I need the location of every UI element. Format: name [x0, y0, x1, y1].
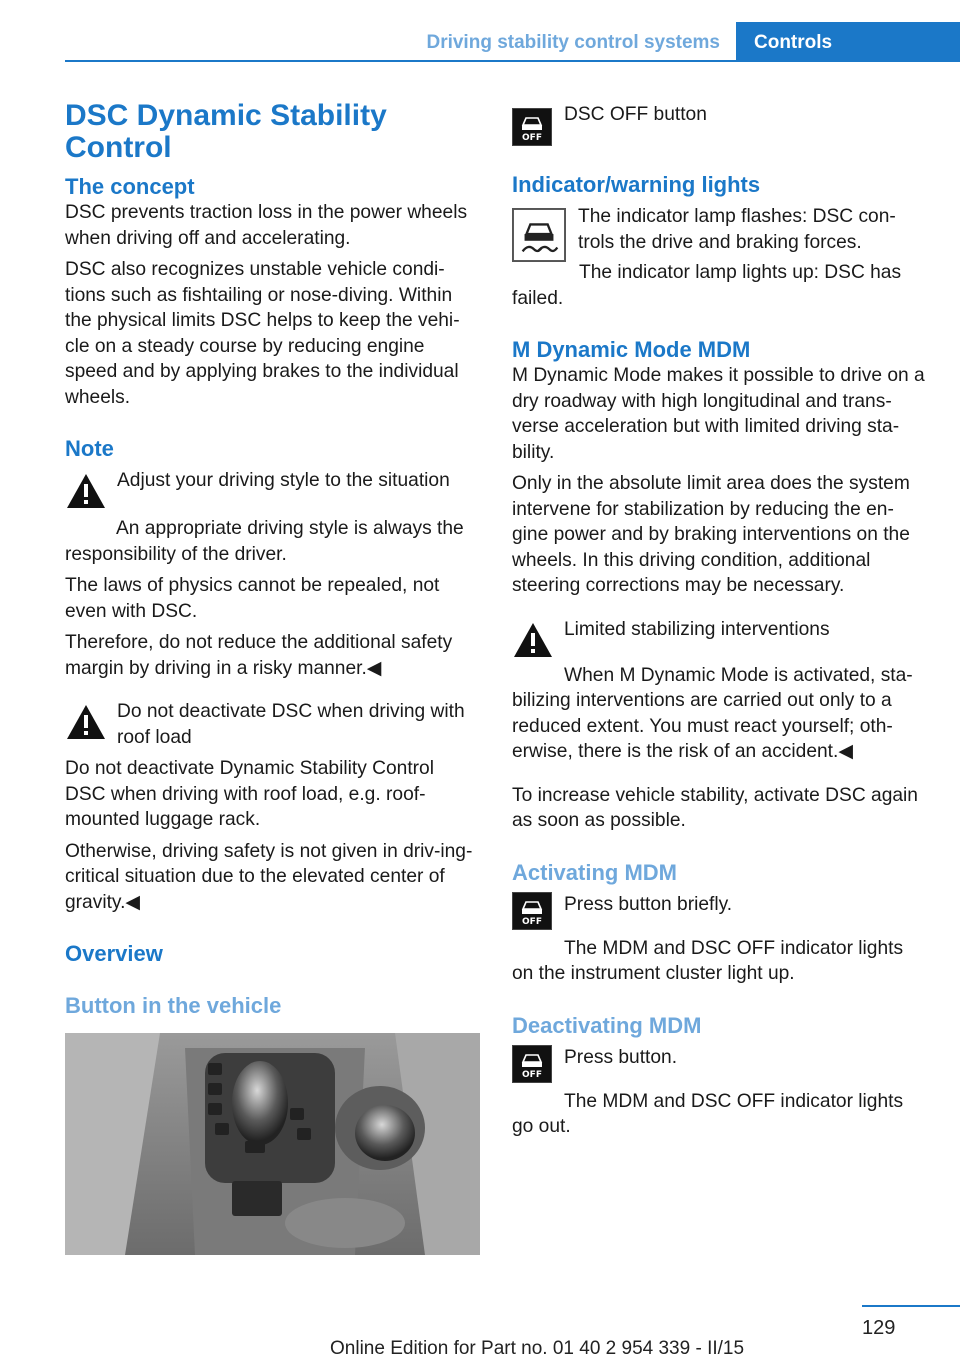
- warning-3-paragraph-1: When M Dynamic Mode is activated, sta‐bilizing interventions are carried out only to a reduced extent. You must react yourself; oth‐erwise, there is the risk of an accident.◀: [512, 664, 913, 762]
- warning-triangle-icon: [65, 472, 107, 510]
- mdm-heading: M Dynamic Mode MDM: [512, 337, 751, 362]
- indicator-row: [512, 204, 928, 262]
- warning-note-3: [512, 617, 928, 659]
- deactivate-row: [512, 1045, 928, 1083]
- header-section-title: Driving stability control systems: [426, 32, 720, 53]
- header-tab-controls: Controls: [736, 22, 960, 62]
- activate-paragraph-2: The MDM and DSC OFF indicator lights on the instrument cluster light up.: [512, 937, 904, 984]
- warning-1-title: Adjust your driving style to the situation: [117, 470, 450, 491]
- overview-heading: Overview: [65, 941, 163, 966]
- dsc-off-button-icon: [512, 892, 552, 930]
- concept-paragraph-2: DSC also recognizes unstable vehicle condi‐tions such as fishtailing or nose-diving. Within the physical limits DSC helps to keep the vehi‐cle on a steady course by reducing engine speed and by applying brakes to the individual wheels.: [65, 259, 460, 408]
- off-label: OFF: [522, 1069, 542, 1080]
- dsc-off-button-icon: [512, 1045, 552, 1083]
- warning-1-paragraph-2: The laws of physics cannot be repealed, not even with DSC.: [65, 575, 440, 622]
- activating-mdm-heading: Activating MDM: [512, 859, 677, 885]
- dsc-off-button-row: [512, 100, 928, 146]
- mdm-paragraph-3: To increase vehicle stability, activate DSC again as soon as possible.: [512, 784, 918, 831]
- off-label: OFF: [522, 133, 542, 143]
- activate-paragraph-1: Press button briefly.: [564, 893, 733, 915]
- warning-3-title: Limited stabilizing interventions: [564, 618, 830, 640]
- deactivate-paragraph-1: Press button.: [564, 1046, 678, 1068]
- indicator-heading: Indicator/warning lights: [512, 172, 761, 197]
- concept-heading: The concept: [65, 174, 195, 199]
- deactivate-paragraph-2: The MDM and DSC OFF indicator lights go out.: [512, 1090, 904, 1137]
- off-label: OFF: [522, 916, 542, 927]
- page-title: DSC Dynamic Stability Control: [65, 99, 387, 164]
- note-heading: Note: [65, 436, 114, 461]
- mdm-paragraph-2: Only in the absolute limit area does the system intervene for stabilization by reducing the en‐gine power and by braking interventions on the wheels. In this driving condition, additional steering corrections may be necessary.: [512, 473, 910, 596]
- dsc-indicator-icon: [512, 208, 566, 262]
- left-column: [65, 100, 478, 1260]
- mdm-paragraph-1: M Dynamic Mode makes it possible to drive on a dry roadway with high longitudinal and trans‐verse acceleration but with limited driving sta‐bility.: [512, 365, 925, 463]
- center-console-photo: [65, 1033, 480, 1255]
- indicator-paragraph-1: The indicator lamp flashes: DSC con‐trols the drive and braking forces.: [578, 206, 896, 253]
- footer-edition: Online Edition for Part no. 01 40 2 954 339 - II/15: [330, 1338, 745, 1359]
- page-number: 129: [862, 1317, 896, 1339]
- button-in-vehicle-heading: Button in the vehicle: [65, 993, 282, 1018]
- deactivating-mdm-heading: Deactivating MDM: [512, 1012, 702, 1038]
- warning-triangle-icon: [512, 621, 554, 659]
- dsc-off-button-label: DSC OFF button: [564, 104, 707, 125]
- warning-1-paragraph-1: An appropriate driving style is always the responsibility of the driver.: [65, 518, 464, 565]
- header-rule: [65, 60, 960, 62]
- warning-1-paragraph-3: Therefore, do not reduce the additional safety margin by driving in a risky manner.◀: [65, 632, 453, 679]
- footer-rule: [862, 1305, 960, 1307]
- warning-note-1: [65, 468, 478, 510]
- indicator-paragraph-2: The indicator lamp lights up: DSC has failed.: [512, 262, 902, 309]
- warning-2-paragraph-2: Otherwise, driving safety is not given in driv‐ing-critical situation due to the elevated center of gravity.◀: [65, 840, 473, 913]
- warning-note-2: [65, 699, 478, 750]
- concept-paragraph-1: DSC prevents traction loss in the power wheels when driving off and accelerating.: [65, 202, 468, 249]
- warning-triangle-icon: [65, 703, 107, 741]
- warning-2-title: Do not deactivate DSC when driving with roof load: [117, 701, 465, 748]
- activate-row: [512, 892, 928, 930]
- dsc-off-button-icon: [512, 108, 552, 146]
- right-column: [512, 100, 928, 1140]
- warning-2-paragraph-1: Do not deactivate Dynamic Stability Control DSC when driving with roof load, e.g. roof-mounted luggage rack.: [65, 758, 434, 830]
